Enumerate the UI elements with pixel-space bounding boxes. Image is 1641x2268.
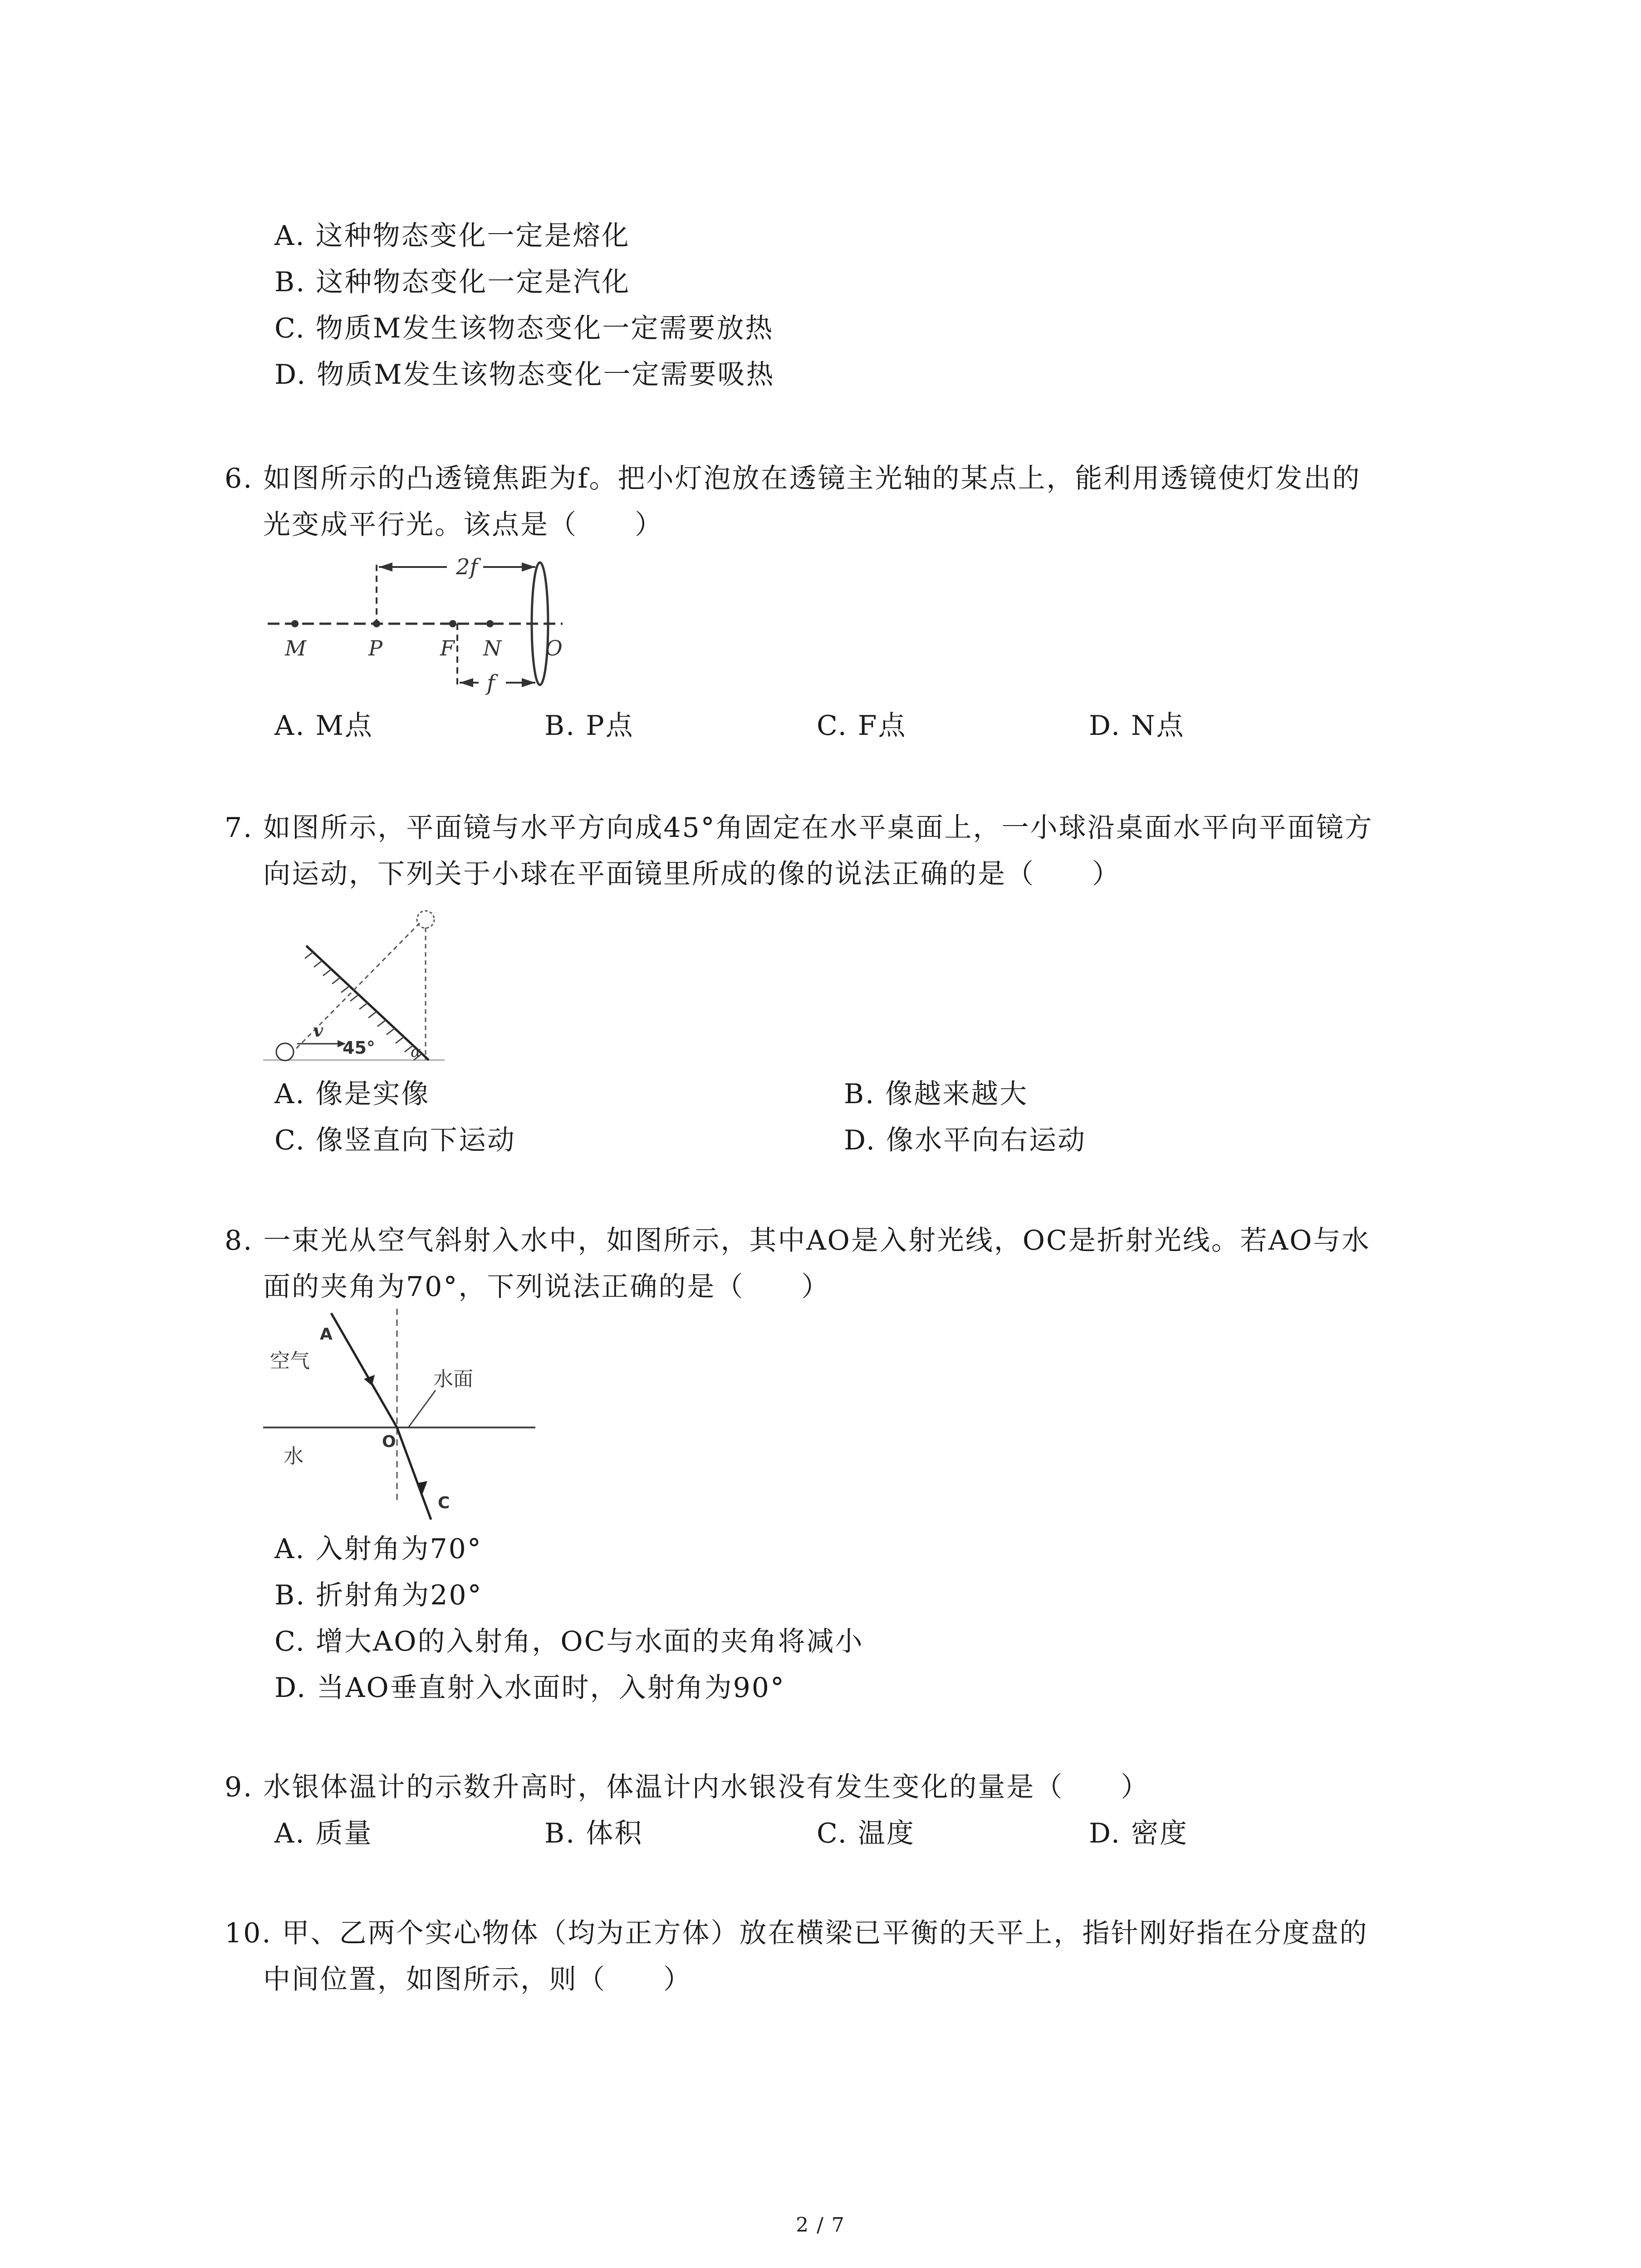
q9-option-a: A. 质量 [274,1818,373,1849]
q8-stem-line2: 面的夹角为70°，下列说法正确的是（ ） [263,1271,830,1303]
q6-stem-line2: 光变成平行光。该点是（ ） [263,509,663,541]
q8-label-c: C [438,1494,450,1512]
page-number: 2 / 7 [796,2214,845,2237]
q10-stem-line1: 10. 甲、乙两个实心物体（均为正方体）放在横梁已平衡的天平上，指针刚好指在分度盘的 [225,1917,1368,1949]
q7-angle-label: 45° [343,1038,375,1058]
q8-option-b: B. 折射角为20° [274,1579,483,1611]
q6-dim-2f: 2f [456,554,478,580]
q6-label-m: M [285,636,307,660]
q6-dim-f: f [487,670,495,696]
q8-label-air: 空气 [270,1349,310,1373]
q8-option-d: D. 当AO垂直射入水面时，入射角为90° [274,1672,785,1704]
q6-option-b: B. P点 [544,710,634,742]
q7-option-c: C. 像竖直向下运动 [274,1124,516,1156]
q9-option-b: B. 体积 [544,1818,643,1849]
q5-option-a: A. 这种物态变化一定是熔化 [274,220,630,252]
q6-label-n: N [483,636,502,660]
q6-option-a: A. M点 [274,710,373,742]
q8-label-water: 水 [284,1445,304,1468]
q6-label-p: P [368,636,382,660]
q9-stem: 9. 水银体温计的示数升高时，体温计内水银没有发生变化的量是（ ） [225,1771,1150,1803]
q9-option-d: D. 密度 [1089,1818,1189,1849]
q6-option-d: D. N点 [1089,710,1185,742]
q6-label-f: F [440,636,455,660]
q10-stem-line2: 中间位置，如图所示，则（ ） [263,1964,692,1995]
q7-stem-line1: 7. 如图所示，平面镜与水平方向成45°角固定在水平桌面上，一小球沿桌面水平向平面镜方 [225,812,1373,844]
q7-option-d: D. 像水平向右运动 [844,1124,1087,1156]
q8-stem-line1: 8. 一束光从空气斜射入水中，如图所示，其中AO是入射光线，OC是折射光线。若AO与水 [225,1225,1371,1256]
q8-option-a: A. 入射角为70° [274,1533,482,1565]
q5-option-b: B. 这种物态变化一定是汽化 [274,266,631,298]
q8-label-o: O [382,1432,396,1451]
q5-option-c: C. 物质M发生该物态变化一定需要放热 [274,313,774,344]
q6-option-c: C. F点 [817,710,907,742]
q5-option-d: D. 物质M发生该物态变化一定需要吸热 [274,359,775,391]
q9-option-c: C. 温度 [817,1818,915,1849]
q7-mirror-figure [263,900,454,1068]
q8-label-surface: 水面 [433,1368,473,1391]
q7-stem-line2: 向运动，下列关于小球在平面镜里所成的像的说法正确的是（ ） [263,858,1121,890]
q6-label-o: O [545,636,563,660]
q7-option-b: B. 像越来越大 [844,1078,1029,1110]
q7-alpha-label: α [411,1043,421,1061]
q6-stem-line1: 6. 如图所示的凸透镜焦距为f。把小灯泡放在透镜主光轴的某点上，能利用透镜使灯发出的 [225,463,1361,494]
q7-option-a: A. 像是实像 [274,1078,430,1110]
q8-refraction-figure [263,1309,544,1526]
q8-option-c: C. 增大AO的入射角，OC与水面的夹角将减小 [274,1626,864,1657]
q7-velocity-label: v [313,1020,323,1041]
q6-lens-figure [268,544,585,712]
q8-label-a: A [320,1325,333,1344]
